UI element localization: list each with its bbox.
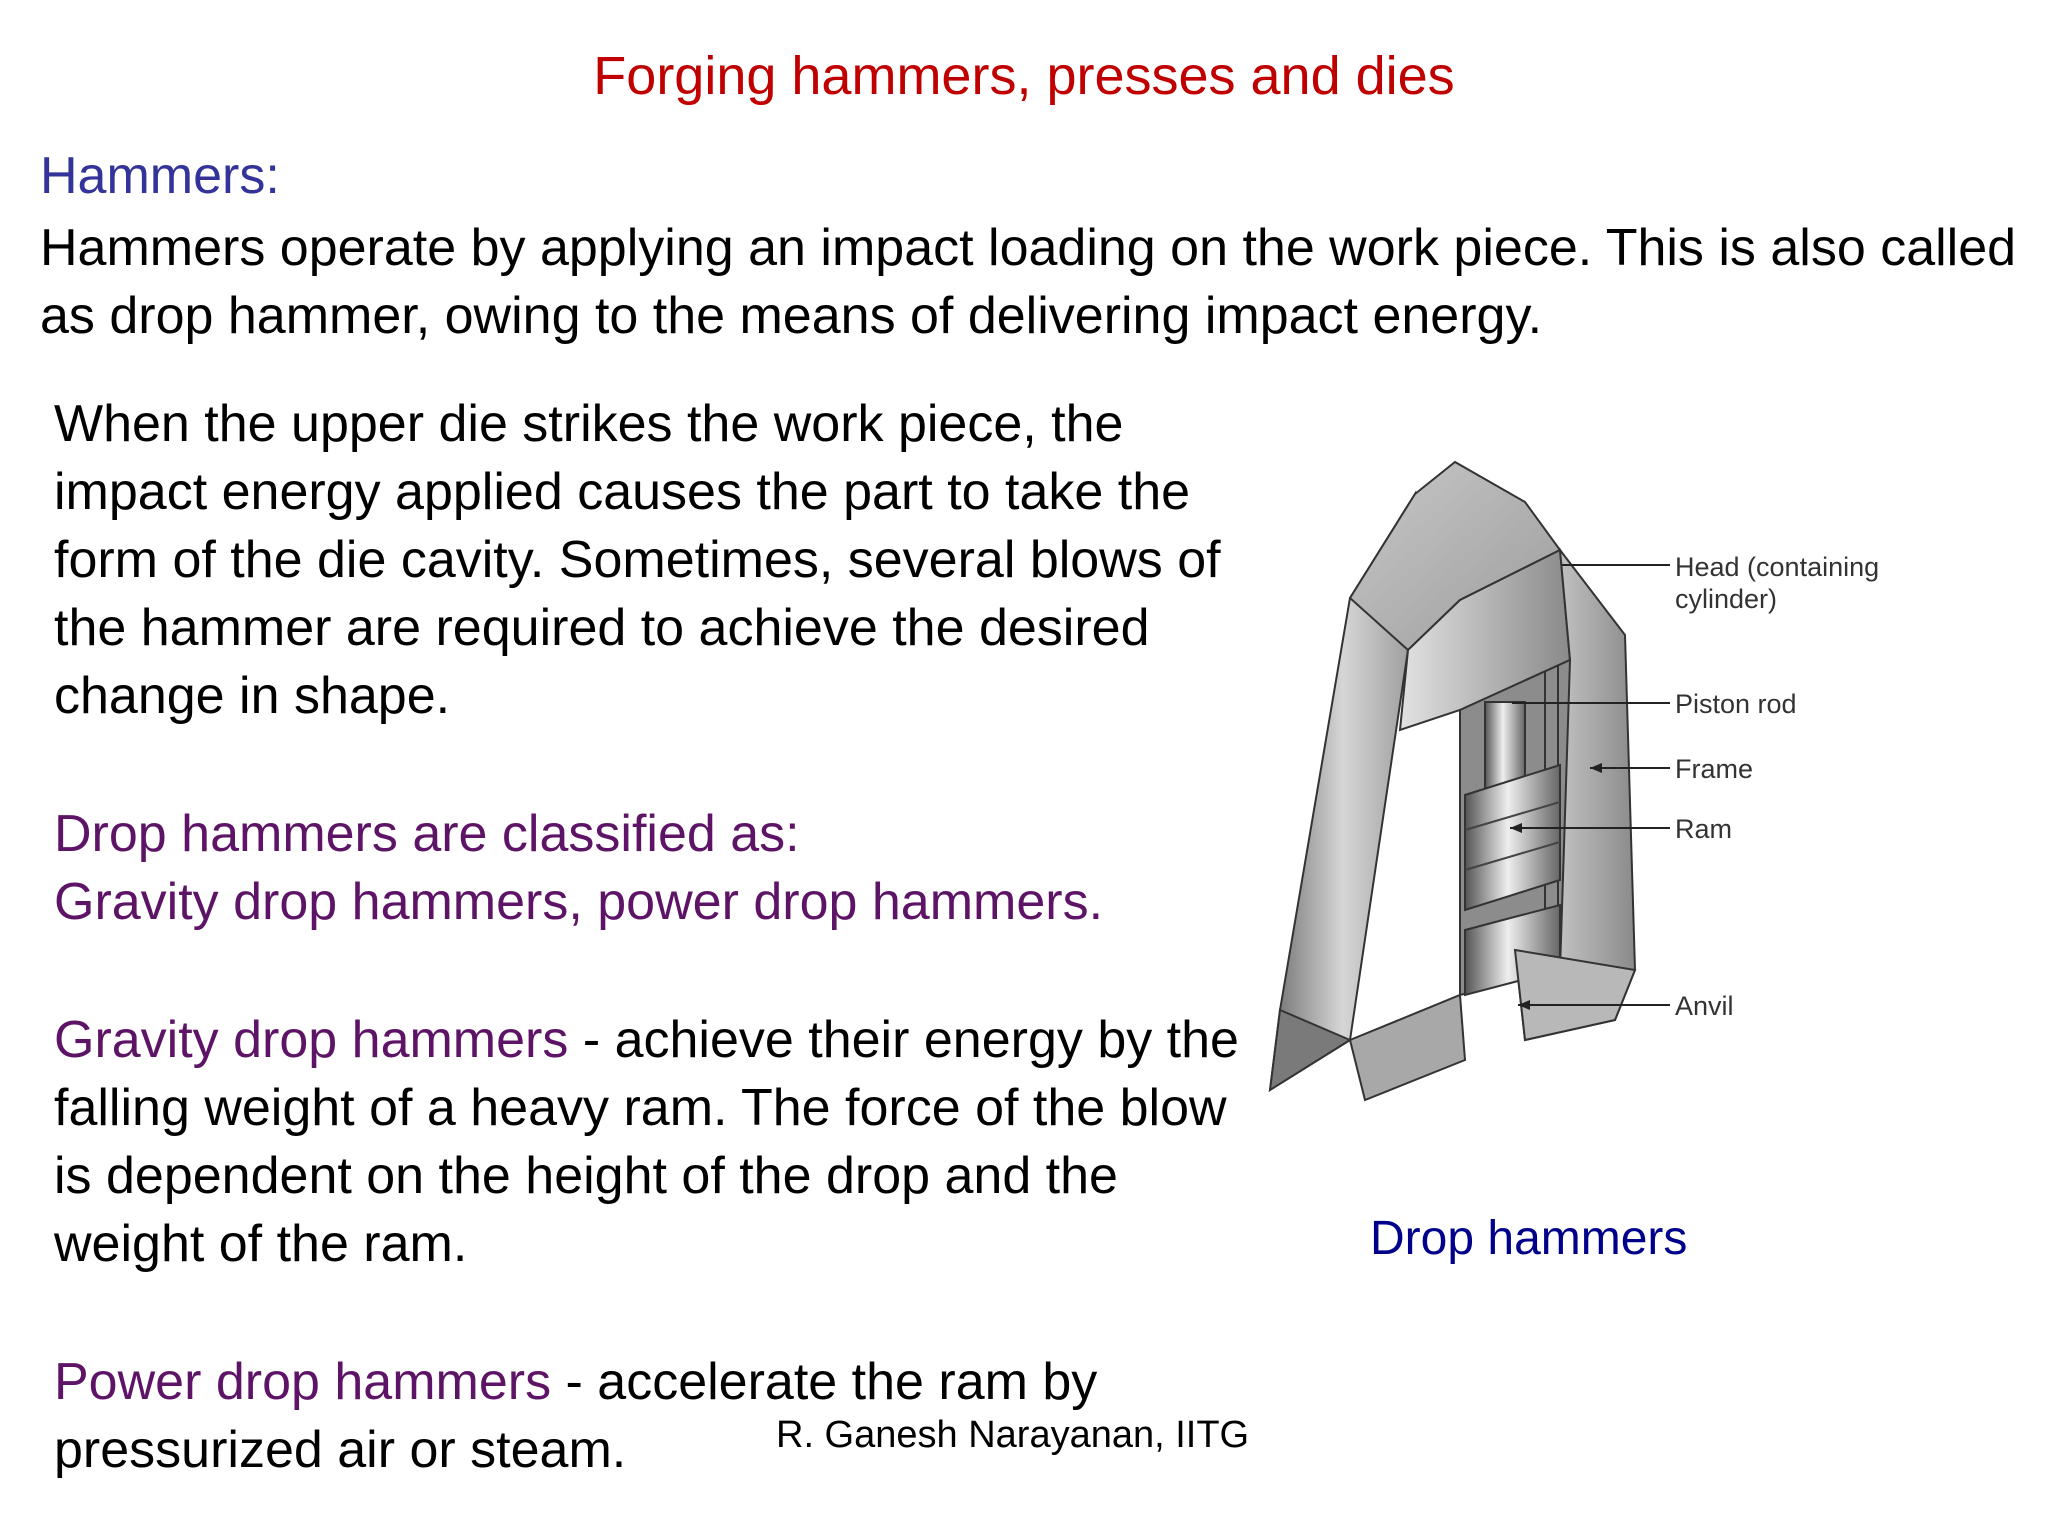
gravity-description: - achieve their energy by the falling weight of a heavy ram. The force of the blow is dependent on the height of the drop and the weight of the ram. [54,1011,1239,1273]
power-term: Power drop hammers [54,1353,552,1411]
drop-hammer-diagram [1260,450,1920,1150]
classification-line-2: Gravity drop hammers, power drop hammers. [54,873,1104,931]
piston-rod [1485,702,1525,790]
label-ram: Ram [1675,814,1733,844]
label-head-cylinder: cylinder) [1675,584,1778,614]
classification-line-1: Drop hammers are classified as: [54,805,800,863]
label-anvil: Anvil [1675,991,1734,1021]
gravity-paragraph [54,1006,1254,1278]
intro-paragraph: Hammers operate by applying an impact loading on the work piece. This is also called as drop hammer, owing to the means of delivering impact energy. [40,219,2017,345]
slide-title: Forging hammers, presses and dies [593,46,1455,106]
figure-caption: Drop hammers [1370,1212,1688,1265]
gravity-term: Gravity drop hammers [54,1011,569,1069]
label-head: Head (containing [1675,552,1880,582]
classification-block [54,800,1254,936]
impact-paragraph: When the upper die strikes the work piece, the impact energy applied causes the part to take the form of the die cavity. Sometimes, several blows of the hammer are required to achieve the desired change in shape. [54,395,1221,725]
base-front [1350,995,1465,1100]
author-credit: R. Ganesh Narayanan, IITG [776,1414,1250,1456]
power-description: - accelerate the ram by pressurized air or steam. [54,1353,1098,1479]
label-frame: Frame [1675,754,1754,784]
hammers-heading: Hammers: [40,147,280,205]
label-piston-rod: Piston rod [1675,689,1797,719]
